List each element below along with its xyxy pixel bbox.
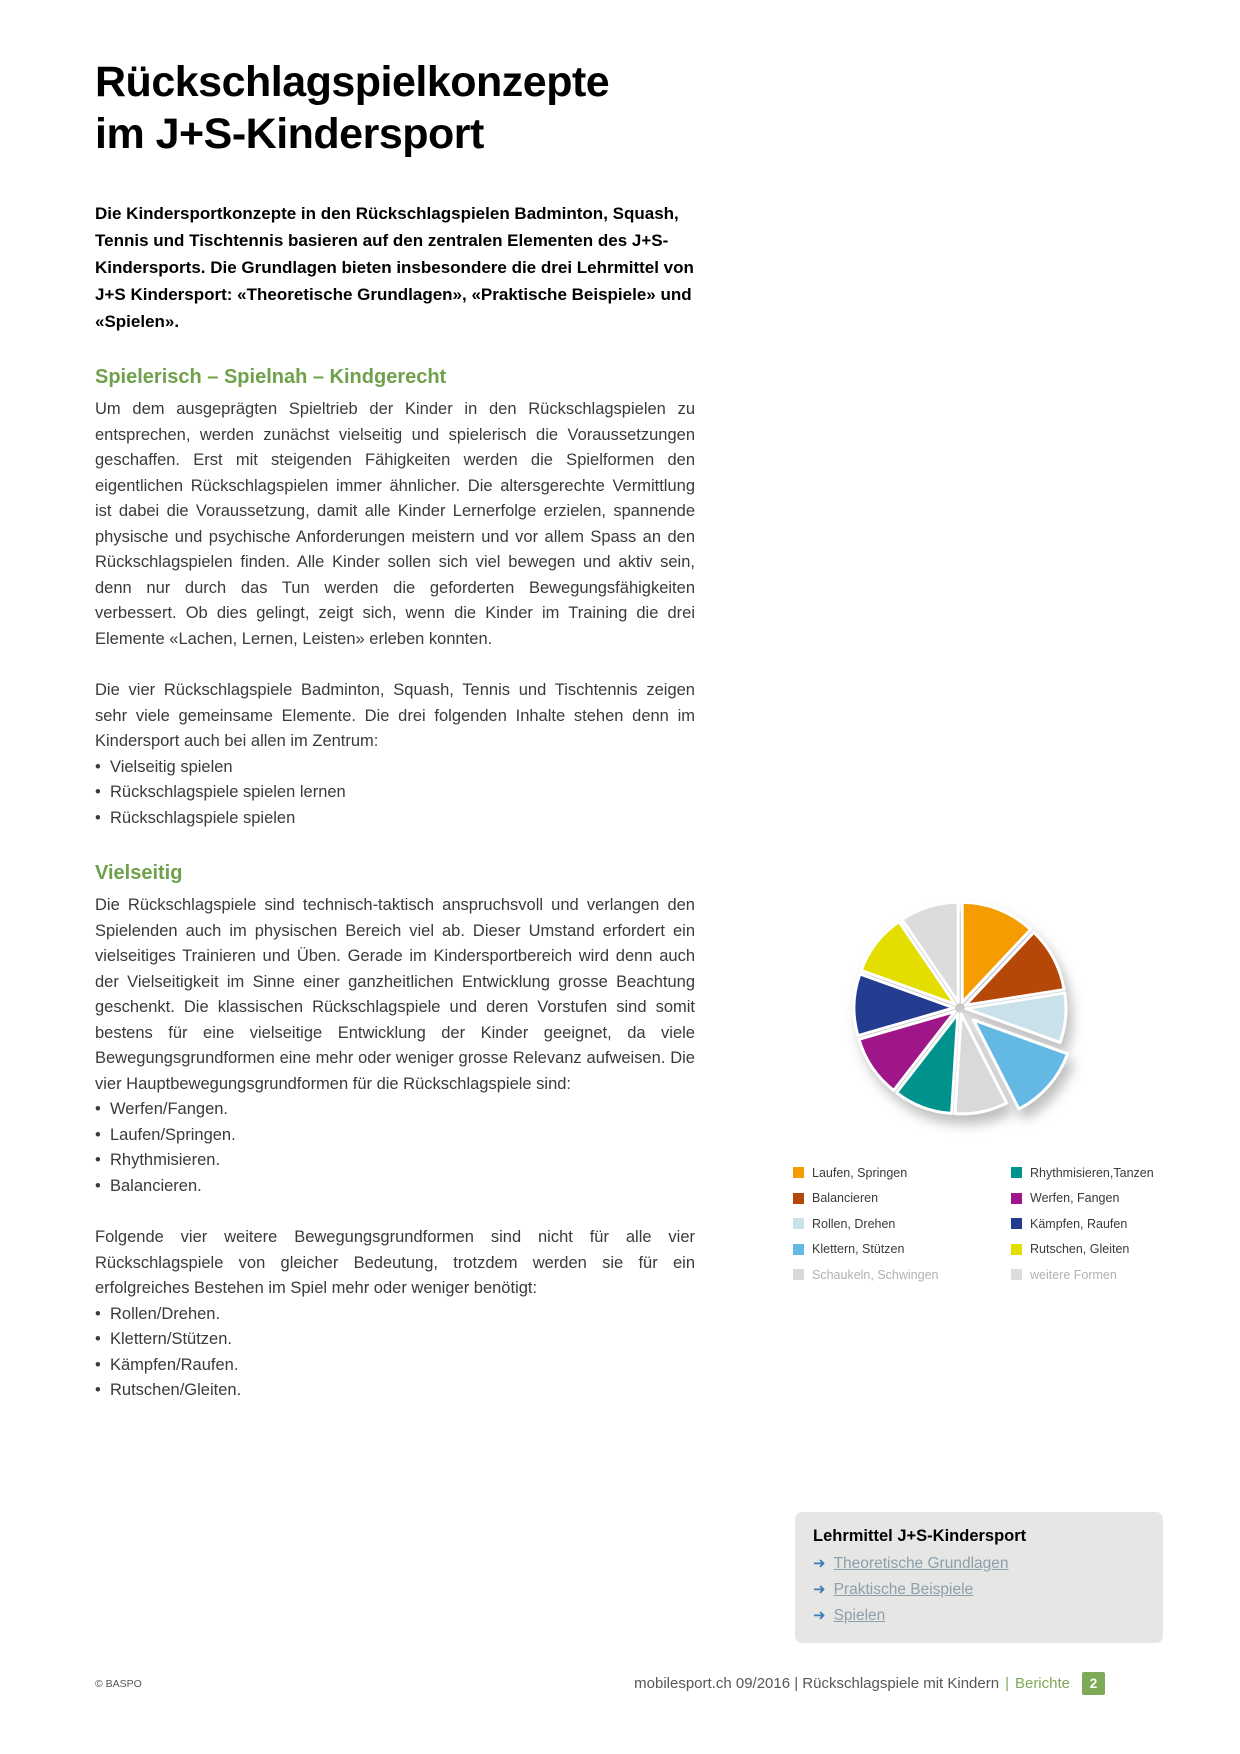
legend-swatch-icon bbox=[1011, 1244, 1022, 1255]
infobox-link-row bbox=[813, 1603, 1145, 1629]
infobox-link[interactable]: Theoretische Grundlagen bbox=[833, 1555, 1009, 1572]
legend-label: Rhythmisieren,Tanzen bbox=[1030, 1165, 1154, 1180]
list-item: • Kämpfen/Raufen. bbox=[95, 1353, 695, 1379]
list-item: • Balancieren. bbox=[95, 1174, 695, 1200]
legend-item bbox=[1011, 1268, 1183, 1282]
list-item: • Rückschlagspiele spielen lernen bbox=[95, 780, 695, 806]
list-item: • Klettern/Stützen. bbox=[95, 1327, 695, 1353]
legend-swatch-icon bbox=[793, 1244, 804, 1255]
legend-item bbox=[1011, 1217, 1183, 1231]
legend-label: Schaukeln, Schwingen bbox=[812, 1267, 939, 1282]
legend-item bbox=[793, 1217, 1011, 1231]
legend-label: Balancieren bbox=[812, 1191, 879, 1206]
list-item: • Rhythmisieren. bbox=[95, 1148, 695, 1174]
legend-item bbox=[793, 1242, 1011, 1256]
legend-swatch-icon bbox=[1011, 1193, 1022, 1204]
spielerisch-bullet-list bbox=[95, 755, 695, 832]
legend-label: Werfen, Fangen bbox=[1030, 1191, 1120, 1206]
page-title-line1: Rückschlagspielkonzepte bbox=[95, 58, 610, 106]
bewegungsgrundformen-pie-chart bbox=[798, 876, 1128, 1146]
arrow-right-icon: ➜ bbox=[813, 1555, 826, 1572]
page-title bbox=[95, 56, 695, 160]
text-column bbox=[95, 56, 695, 1404]
legend-swatch-icon bbox=[793, 1269, 804, 1280]
page-title-line2: im J+S-Kindersport bbox=[95, 110, 484, 158]
legend-swatch-icon bbox=[793, 1218, 804, 1229]
list-item: • Rückschlagspiele spielen bbox=[95, 806, 695, 832]
hauptbewegungsformen-bullet-list bbox=[95, 1097, 695, 1199]
spielerisch-paragraph-2: Die vier Rückschlagspiele Badminton, Squash, Tennis und Tischtennis zeigen sehr viele gemeinsame Elemente. Die drei folgenden Inhalte stehen denn im Kindersport auch bei allen im Zentrum: bbox=[95, 681, 695, 750]
legend-label: weitere Formen bbox=[1030, 1267, 1117, 1282]
list-item: • Vielseitig spielen bbox=[95, 755, 695, 781]
infobox-link[interactable]: Praktische Beispiele bbox=[833, 1581, 974, 1598]
legend-label: Rollen, Drehen bbox=[812, 1216, 896, 1231]
legend-label: Laufen, Springen bbox=[812, 1165, 908, 1180]
weitere-bewegungsformen-bullet-list bbox=[95, 1302, 695, 1404]
legend-item bbox=[793, 1166, 1011, 1180]
list-item: • Rutschen/Gleiten. bbox=[95, 1378, 695, 1404]
lehrmittel-infobox bbox=[795, 1512, 1163, 1643]
page-number-badge: 2 bbox=[1082, 1672, 1105, 1695]
legend-item bbox=[1011, 1166, 1183, 1180]
infobox-link-row bbox=[813, 1551, 1145, 1577]
list-item: • Rollen/Drehen. bbox=[95, 1302, 695, 1328]
intro-paragraph: Die Kindersportkonzepte in den Rückschlagspielen Badminton, Squash, Tennis und Tischtennis basieren auf den zentralen Elementen des J+S-Kindersports. Die Grundlagen bieten insbesondere die drei Lehrmittel von J+S Kindersport: «Theoretische Grundlagen», «Praktische Beispiele» und «Spielen». bbox=[95, 204, 694, 331]
infobox-link-list bbox=[813, 1551, 1145, 1629]
pie-chart-svg bbox=[798, 876, 1128, 1146]
arrow-right-icon: ➜ bbox=[813, 1581, 826, 1598]
section-heading-spielerisch: Spielerisch – Spielnah – Kindgerecht bbox=[95, 366, 447, 388]
list-item: • Werfen/Fangen. bbox=[95, 1097, 695, 1123]
section-heading-vielseitig: Vielseitig bbox=[95, 862, 183, 884]
pie-chart-legend bbox=[793, 1160, 1183, 1288]
legend-label: Rutschen, Gleiten bbox=[1030, 1242, 1130, 1257]
footer-separator: | bbox=[1005, 1675, 1009, 1692]
legend-label: Kämpfen, Raufen bbox=[1030, 1216, 1128, 1231]
legend-item bbox=[1011, 1242, 1183, 1256]
copyright-label: © BASPO bbox=[95, 1677, 142, 1690]
list-item: • Laufen/Springen. bbox=[95, 1123, 695, 1149]
legend-swatch-icon bbox=[793, 1167, 804, 1178]
vielseitig-paragraph-1: Die Rückschlagspiele sind technisch-taktisch anspruchsvoll und verlangen den Spielenden auch im physischen Bereich viel ab. Dieser Umstand erfordert ein vielseitiges Trainieren und Üben. Gerade im Kindersportbereich wird denn auch der Vielseitigkeit im Sinne einer ganzheitlichen Entwicklung grosse Beachtung geschenkt. Die klassischen Rückschlagspiele und deren Vorstufen sind somit bestens für eine vielseitige Entwicklung der Kinder geeignet, da viele Bewegungsgrundformen eine mehr oder weniger grosse Relevanz aufweisen. Die vier Hauptbewegungsgrundformen für die Rückschlagspiele sind: bbox=[95, 896, 695, 1093]
legend-item bbox=[1011, 1191, 1183, 1205]
footer-meta bbox=[634, 1672, 1105, 1695]
infobox-link-row bbox=[813, 1577, 1145, 1603]
infobox-title: Lehrmittel J+S-Kindersport bbox=[813, 1527, 1027, 1545]
legend-swatch-icon bbox=[1011, 1269, 1022, 1280]
footer-meta-text: mobilesport.ch 09/2016 | Rückschlagspiele mit Kindern bbox=[634, 1675, 1000, 1692]
legend-item bbox=[793, 1191, 1011, 1205]
legend-swatch-icon bbox=[1011, 1218, 1022, 1229]
page-footer bbox=[95, 1672, 1105, 1695]
spielerisch-paragraph-1: Um dem ausgeprägten Spieltrieb der Kinder in den Rückschlagspielen zu entsprechen, werden zunächst vielseitig und spielerisch die Voraussetzungen geschaffen. Erst mit steigenden Fähigkeiten werden die Spielformen den eigentlichen Rückschlagspielen immer ähnlicher. Die altersgerechte Vermittlung ist dabei die Voraussetzung, damit alle Kinder Lernerfolge erzielen, spannende physische und psychische Anforderungen meistern und vor allem Spass an den Rückschlagspielen finden. Alle Kinder sollen sich viel bewegen und aktiv sein, denn nur durch das Tun werden die geforderten Bewegungsfähigkeiten verbessert. Ob dies gelingt, zeigt sich, wenn die Kinder im Training die drei Elemente «Lachen, Lernen, Leisten» erleben konnten. bbox=[95, 400, 695, 648]
legend-swatch-icon bbox=[793, 1193, 804, 1204]
legend-swatch-icon bbox=[1011, 1167, 1022, 1178]
arrow-right-icon: ➜ bbox=[813, 1607, 826, 1624]
legend-label: Klettern, Stützen bbox=[812, 1242, 905, 1257]
legend-item bbox=[793, 1268, 1011, 1282]
footer-category-label: Berichte bbox=[1014, 1675, 1070, 1692]
vielseitig-paragraph-2: Folgende vier weitere Bewegungsgrundformen sind nicht für alle vier Rückschlagspiele von gleicher Bedeutung, trotzdem werden sie für ein erfolgreiches Bestehen im Spiel mehr oder weniger benötigt: bbox=[95, 1228, 695, 1297]
infobox-link[interactable]: Spielen bbox=[833, 1607, 886, 1624]
